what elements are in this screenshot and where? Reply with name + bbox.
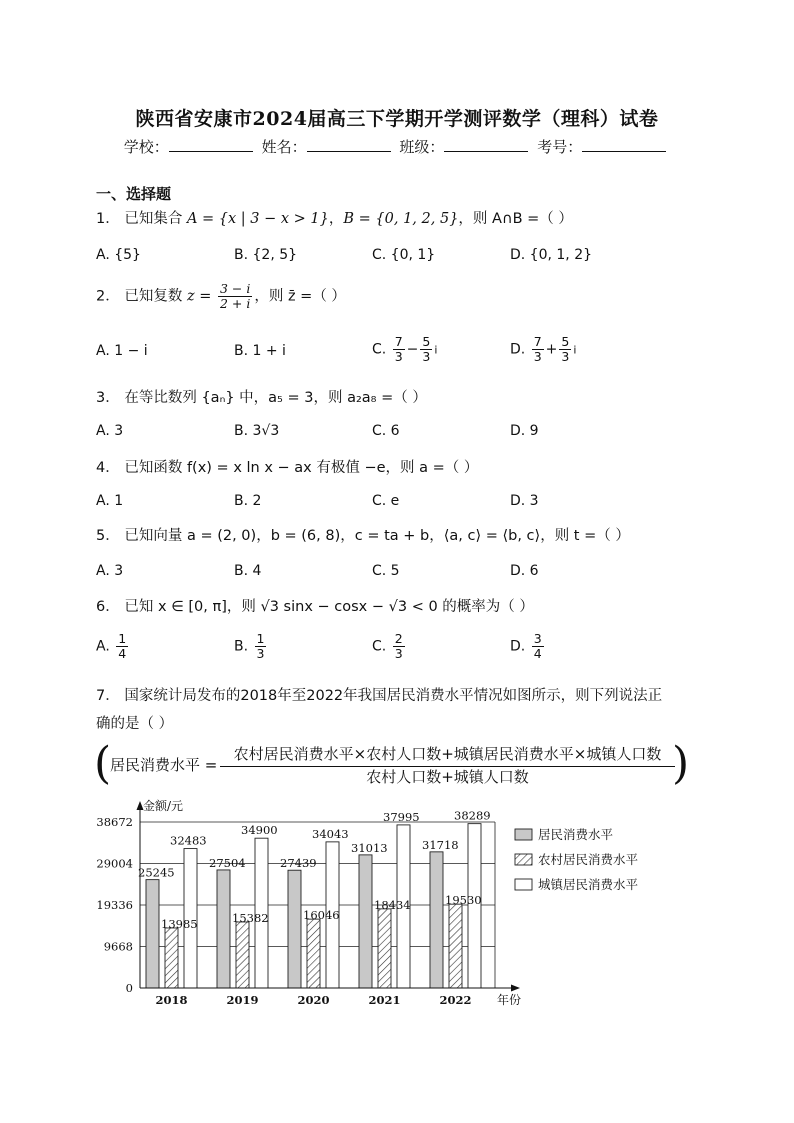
q1-option-a[interactable]: A. {5} (96, 247, 141, 263)
q1-set-a: A = {x | 3 − x > 1} (186, 211, 329, 227)
q2-d-frac2 (559, 335, 571, 364)
bar-2021-s0 (359, 855, 372, 988)
q6-c-den: 3 (394, 646, 403, 661)
x-tick-label: 2022 (439, 993, 472, 1007)
bar-2022-s1 (449, 904, 462, 988)
y-tick-label: 0 (125, 981, 133, 995)
q6-c-label: C. (372, 638, 387, 655)
q6-d-frac (532, 632, 544, 661)
q2-c-frac2 (420, 335, 432, 364)
q2-c-op: − (406, 341, 419, 358)
bar-2019-s1 (236, 922, 249, 988)
q2-d-i: i (573, 343, 577, 357)
y-tick-label: 9668 (103, 939, 133, 954)
q1-option-d[interactable]: D. {0, 1, 2} (510, 247, 593, 263)
q2-d-frac1-num: 7 (533, 334, 542, 349)
q2-d-frac2-num: 5 (561, 334, 570, 349)
q6-option-d[interactable] (510, 632, 546, 661)
bar-2020-s1 (307, 919, 320, 988)
q2-option-d[interactable] (510, 335, 576, 364)
q6-option-a[interactable] (96, 632, 130, 661)
q6-option-b[interactable] (234, 632, 268, 661)
q3-number: 3． (96, 390, 120, 406)
q6-text: 已知 x ∈ [0, π]，则 √3 sinx − cosx − √3 < 0 的概率为（ ） (124, 599, 534, 615)
data-label: 34043 (312, 826, 349, 841)
legend-label: 农村居民消费水平 (538, 852, 639, 867)
q3-option-c[interactable]: C. 6 (372, 423, 400, 439)
data-label: 27439 (280, 856, 317, 871)
q6-option-c[interactable] (372, 632, 407, 661)
bar-2018-s1 (165, 928, 178, 988)
q6-a-frac (116, 632, 128, 661)
q3-option-a[interactable]: A. 3 (96, 423, 124, 439)
formula-lhs: 居民消费水平 = (110, 756, 218, 774)
q4-option-c[interactable]: C. e (372, 493, 400, 509)
q2-d-frac1-den: 3 (533, 349, 542, 364)
q5-option-c[interactable]: C. 5 (372, 563, 400, 579)
q6-d-num: 3 (533, 631, 542, 646)
q5-option-b[interactable]: B. 4 (234, 563, 262, 579)
formula (94, 738, 690, 789)
bar-2022-s0 (430, 852, 443, 988)
q4-text: 已知函数 f(x) = x ln x − ax 有极值 −e，则 a =（ ） (124, 460, 479, 476)
bar-2021-s1 (378, 909, 391, 988)
q1-pre: 已知集合 (124, 211, 183, 227)
q2-c-frac1 (393, 335, 405, 364)
q6-b-label: B. (234, 638, 249, 655)
q2-frac-den: 2 + i (219, 296, 251, 311)
x-tick-label: 2020 (297, 993, 330, 1007)
q1-ask: ，则 A∩B =（ ） (458, 211, 573, 227)
q4-option-d[interactable]: D. 3 (510, 493, 539, 509)
formula-denominator: 农村人口数+城镇人口数 (366, 768, 529, 786)
x-tick-label: 2021 (368, 993, 401, 1007)
q4-option-a[interactable]: A. 1 (96, 493, 124, 509)
q2-fraction (218, 282, 252, 311)
y-tick-label: 29004 (96, 856, 133, 871)
data-label: 31718 (422, 837, 459, 852)
data-label: 34900 (241, 823, 278, 838)
data-label: 32483 (170, 833, 207, 848)
data-label: 38289 (454, 808, 491, 823)
chart-legend (515, 827, 638, 892)
legend-label: 居民消费水平 (538, 827, 614, 842)
data-label: 19530 (445, 893, 482, 908)
q6-a-den: 4 (118, 646, 127, 661)
q6-b-frac (255, 632, 267, 661)
q5-option-a[interactable]: A. 3 (96, 563, 124, 579)
legend-swatch (515, 829, 532, 840)
q2-d-op: + (545, 341, 558, 358)
q2-pre: 已知复数 (124, 288, 183, 305)
q2-c-frac1-num: 7 (394, 334, 403, 349)
q6-d-den: 4 (533, 646, 542, 661)
q5-text: 已知向量 a = (2, 0)，b = (6, 8)，c = ta + b，⟨a, c⟩ = ⟨b, c⟩，则 t =（ ） (124, 528, 630, 544)
data-label: 13985 (161, 916, 198, 931)
q6-c-frac (393, 632, 405, 661)
q6-b-den: 3 (256, 646, 265, 661)
question-4 (96, 456, 478, 477)
data-label: 16046 (303, 908, 340, 923)
question-1 (96, 207, 573, 228)
legend-swatch (515, 854, 532, 865)
formula-numerator: 农村居民消费水平×农村人口数+城镇居民消费水平×城镇人口数 (220, 743, 675, 767)
q1-set-b: B = {0, 1, 2, 5} (343, 211, 459, 227)
x-axis-label: 年份 (497, 993, 522, 1007)
q2-d-frac1 (532, 335, 544, 364)
bar-2020-s0 (288, 870, 301, 988)
name-label: 姓名： (261, 138, 307, 156)
q6-a-label: A. (96, 638, 110, 655)
q2-frac-num: 3 − i (219, 281, 251, 296)
question-5 (96, 524, 630, 545)
q1-number: 1． (96, 211, 120, 227)
school-blank[interactable] (169, 139, 253, 152)
legend-swatch (515, 879, 532, 890)
q2-number: 2． (96, 288, 120, 305)
q1-sep: ， (328, 211, 344, 227)
q7-line1: 国家统计局发布的2018年至2022年我国居民消费水平情况如图所示，则下列说法正 (124, 688, 663, 704)
school-label: 学校： (123, 138, 169, 156)
x-axis-arrow (511, 985, 520, 992)
question-2 (96, 282, 346, 311)
question-3 (96, 386, 427, 407)
q2-option-b[interactable]: B. 1 + i (234, 343, 286, 359)
q6-c-num: 2 (394, 631, 403, 646)
data-label: 25245 (138, 865, 175, 880)
y-tick-label: 38672 (96, 815, 133, 829)
data-label: 15382 (232, 910, 269, 925)
q2-d-frac2-den: 3 (561, 349, 570, 364)
q7-number: 7． (96, 688, 120, 704)
data-label: 31013 (351, 840, 388, 855)
page-title: 陕西省安康市2024届高三下学期开学测评数学（理科）试卷 (135, 108, 659, 130)
q6-number: 6． (96, 599, 120, 615)
class-label: 班级： (399, 138, 445, 156)
id-blank[interactable] (582, 139, 666, 152)
student-info (0, 136, 794, 157)
data-label: 27504 (209, 855, 246, 870)
q1-option-b[interactable]: B. {2, 5} (234, 247, 298, 263)
q2-c-label: C. (372, 341, 387, 358)
section-heading: 一、选择题 (96, 185, 172, 203)
question-6 (96, 595, 534, 616)
q6-d-label: D. (510, 638, 526, 655)
q2-c-frac1-den: 3 (394, 349, 403, 364)
data-label: 18434 (374, 897, 411, 912)
q5-number: 5． (96, 528, 120, 544)
q3-option-d[interactable]: D. 9 (510, 423, 539, 439)
bar-2018-s0 (146, 880, 159, 988)
legend-label: 城镇居民消费水平 (538, 877, 639, 892)
q2-option-a[interactable]: A. 1 − i (96, 343, 148, 359)
x-tick-label: 2019 (226, 993, 259, 1007)
y-axis-label: 金额/元 (143, 799, 184, 813)
q3-option-b[interactable]: B. 3√3 (234, 423, 280, 439)
q4-number: 4． (96, 460, 120, 476)
q2-d-label: D. (510, 341, 526, 358)
q6-a-num: 1 (118, 631, 127, 646)
left-paren: ( (94, 738, 112, 789)
class-blank[interactable] (444, 139, 528, 152)
x-tick-label: 2018 (155, 993, 188, 1007)
data-label: 37995 (383, 809, 420, 824)
q6-b-num: 1 (256, 631, 265, 646)
q2-z: z = (186, 288, 212, 305)
q2-ask: ，则 z̄ =（ ） (254, 288, 346, 305)
q2-c-frac2-den: 3 (422, 349, 431, 364)
q3-text: 在等比数列 {aₙ} 中，a₅ = 3，则 a₂a₈ =（ ） (124, 390, 427, 406)
name-blank[interactable] (307, 139, 391, 152)
q5-option-d[interactable]: D. 6 (510, 563, 539, 579)
consumption-chart (90, 796, 670, 1010)
question-7 (96, 684, 662, 705)
q1-option-c[interactable]: C. {0, 1} (372, 247, 436, 263)
id-label: 考号： (537, 138, 583, 156)
q2-option-c[interactable] (372, 335, 437, 364)
q2-c-i: i (434, 343, 438, 357)
right-paren: ) (672, 738, 690, 789)
bar-2019-s0 (217, 870, 230, 988)
q7-line2: 确的是（ ） (96, 716, 174, 732)
q4-option-b[interactable]: B. 2 (234, 493, 262, 509)
q2-c-frac2-num: 5 (422, 334, 431, 349)
y-tick-label: 19336 (96, 898, 133, 912)
